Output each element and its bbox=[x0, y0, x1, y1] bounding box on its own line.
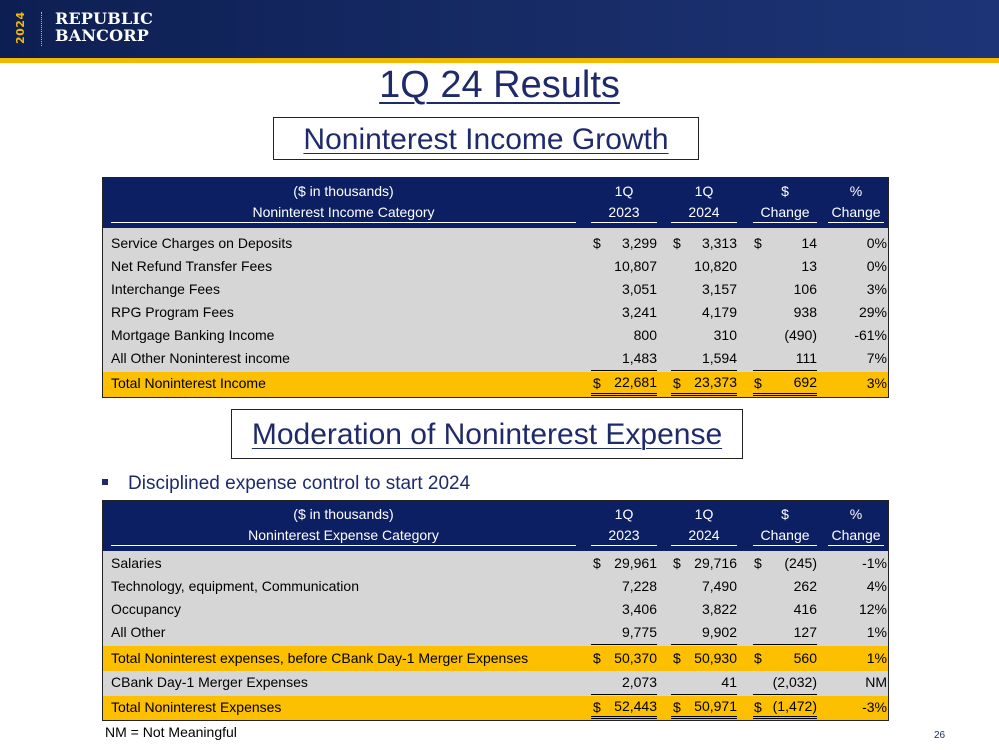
value-2023: 3,051 bbox=[621, 281, 657, 297]
value-2024: 1,594 bbox=[671, 347, 737, 371]
header-bar bbox=[0, 0, 999, 58]
table-row bbox=[103, 278, 888, 301]
dollar-sign: $ bbox=[754, 699, 762, 715]
value-2023: 2,073 bbox=[591, 671, 657, 695]
income-section-title: Noninterest Income Growth bbox=[273, 117, 699, 160]
pct-change: 7% bbox=[866, 350, 887, 366]
pct-change: 0% bbox=[866, 235, 887, 251]
col-header: 2024 bbox=[671, 202, 737, 223]
col-header: 1Q bbox=[694, 183, 714, 199]
col-header: Change bbox=[828, 202, 884, 223]
dollar-sign: $ bbox=[754, 375, 762, 391]
company-logo bbox=[55, 10, 153, 44]
col-header: 1Q bbox=[614, 506, 634, 522]
page-number: 26 bbox=[934, 730, 946, 741]
pct-change: -61% bbox=[854, 327, 887, 343]
unit-label: ($ in thousands) bbox=[293, 183, 394, 199]
pct-change: 1% bbox=[866, 624, 887, 640]
dollar-sign: $ bbox=[593, 699, 601, 715]
table-row bbox=[103, 255, 888, 278]
expense-section-title: Moderation of Noninterest Expense bbox=[231, 409, 743, 459]
table-row bbox=[103, 598, 888, 621]
table-row bbox=[103, 324, 888, 347]
table-row bbox=[103, 621, 888, 644]
value-2023: 9,775 bbox=[591, 621, 657, 645]
dollar-sign: $ bbox=[593, 235, 601, 251]
header-accent-stripe bbox=[0, 58, 999, 63]
value-2024: 7,490 bbox=[701, 578, 737, 594]
value-2024: 10,820 bbox=[694, 258, 737, 274]
pct-change: 3% bbox=[866, 375, 887, 391]
dollar-change: 13 bbox=[801, 258, 817, 274]
col-header: $ bbox=[781, 183, 789, 199]
dollar-change: (490) bbox=[784, 327, 817, 343]
col-header: 2024 bbox=[671, 525, 737, 546]
dollar-sign: $ bbox=[673, 699, 681, 715]
header-divider bbox=[41, 12, 42, 46]
col-header: % bbox=[849, 183, 863, 199]
row-label: RPG Program Fees bbox=[111, 304, 234, 320]
col-header: 2023 bbox=[591, 202, 657, 223]
col-header: Change bbox=[828, 525, 884, 546]
value-2023: 22,681 bbox=[591, 372, 657, 396]
value-2024: 41 bbox=[671, 671, 737, 695]
value-2024: 3,822 bbox=[701, 601, 737, 617]
dollar-sign: $ bbox=[593, 650, 601, 666]
dollar-sign: $ bbox=[593, 375, 601, 391]
dollar-sign: $ bbox=[754, 555, 762, 571]
dollar-change: 127 bbox=[753, 621, 817, 645]
dollar-change: 262 bbox=[793, 578, 817, 594]
row-label: Service Charges on Deposits bbox=[111, 235, 293, 251]
footnote: NM = Not Meaningful bbox=[105, 724, 237, 740]
expense-table-header bbox=[103, 501, 888, 551]
dollar-sign: $ bbox=[754, 235, 762, 251]
dollar-change: 14 bbox=[801, 235, 817, 251]
bullet-text: Disciplined expense control to start 2024 bbox=[128, 473, 471, 494]
dollar-sign: $ bbox=[673, 375, 681, 391]
dollar-change: (2,032) bbox=[753, 671, 817, 695]
subtotal-row bbox=[103, 646, 888, 671]
dollar-sign: $ bbox=[754, 650, 762, 666]
merger-row bbox=[103, 671, 888, 694]
pct-change: -1% bbox=[862, 555, 887, 571]
value-2023: 1,483 bbox=[591, 347, 657, 371]
pct-change: 0% bbox=[866, 258, 887, 274]
col-header: Change bbox=[753, 202, 817, 223]
row-label: Interchange Fees bbox=[111, 281, 220, 297]
value-2024: 9,902 bbox=[671, 621, 737, 645]
col-header: 1Q bbox=[694, 506, 714, 522]
dollar-change: (245) bbox=[784, 555, 817, 571]
value-2023: 800 bbox=[633, 327, 657, 343]
value-2023: 10,807 bbox=[614, 258, 657, 274]
col-header: % bbox=[849, 506, 863, 522]
row-label: Occupancy bbox=[111, 601, 182, 617]
row-label: Total Noninterest Expenses bbox=[111, 699, 282, 715]
dollar-change: 692 bbox=[753, 372, 817, 396]
dollar-sign: $ bbox=[673, 650, 681, 666]
year-label: 2024 bbox=[14, 11, 27, 44]
pct-change: -3% bbox=[862, 699, 887, 715]
dollar-change: (1,472) bbox=[753, 696, 817, 719]
bullet-icon bbox=[102, 479, 108, 485]
income-table bbox=[102, 177, 889, 398]
logo-line2: BANCORP bbox=[55, 26, 149, 45]
bullet-point bbox=[102, 473, 470, 495]
dollar-sign: $ bbox=[673, 235, 681, 251]
col-header: Change bbox=[753, 525, 817, 546]
col-header: 1Q bbox=[614, 183, 634, 199]
pct-change: NM bbox=[865, 674, 887, 690]
col-header: $ bbox=[781, 506, 789, 522]
row-label: Total Noninterest Income bbox=[111, 375, 266, 391]
pct-change: 4% bbox=[866, 578, 887, 594]
row-label: Net Refund Transfer Fees bbox=[111, 258, 273, 274]
value-2023: 50,370 bbox=[614, 650, 657, 666]
table-row bbox=[103, 347, 888, 370]
category-header: Noninterest Income Category bbox=[111, 202, 576, 223]
row-label: Salaries bbox=[111, 555, 162, 571]
dollar-change: 111 bbox=[753, 347, 817, 371]
value-2023: 52,443 bbox=[591, 696, 657, 719]
col-header: 2023 bbox=[591, 525, 657, 546]
dollar-sign: $ bbox=[593, 555, 601, 571]
pct-change: 3% bbox=[866, 281, 887, 297]
unit-label: ($ in thousands) bbox=[293, 506, 394, 522]
total-row bbox=[103, 372, 888, 397]
row-label: CBank Day-1 Merger Expenses bbox=[111, 674, 308, 690]
dollar-change: 560 bbox=[793, 650, 817, 666]
pct-change: 1% bbox=[866, 650, 887, 666]
value-2024: 29,716 bbox=[694, 555, 737, 571]
value-2023: 29,961 bbox=[614, 555, 657, 571]
value-2023: 3,406 bbox=[621, 601, 657, 617]
row-label: Mortgage Banking Income bbox=[111, 327, 275, 343]
logo-line1: REPUBLIC bbox=[55, 9, 154, 28]
table-row bbox=[103, 575, 888, 598]
value-2024: 50,930 bbox=[694, 650, 737, 666]
value-2024: 50,971 bbox=[671, 696, 737, 719]
table-row bbox=[103, 552, 888, 575]
table-row bbox=[103, 232, 888, 255]
value-2023: 3,299 bbox=[621, 235, 657, 251]
income-table-header bbox=[103, 178, 888, 228]
dollar-change: 416 bbox=[793, 601, 817, 617]
dollar-sign: $ bbox=[673, 555, 681, 571]
dollar-change: 938 bbox=[793, 304, 817, 320]
value-2023: 7,228 bbox=[621, 578, 657, 594]
row-label: All Other bbox=[111, 624, 166, 640]
value-2024: 3,313 bbox=[701, 235, 737, 251]
expense-table bbox=[102, 500, 889, 721]
value-2024: 23,373 bbox=[671, 372, 737, 396]
table-row bbox=[103, 301, 888, 324]
category-header: Noninterest Expense Category bbox=[111, 525, 576, 546]
pct-change: 12% bbox=[858, 601, 887, 617]
row-label: Technology, equipment, Communication bbox=[111, 578, 359, 594]
pct-change: 29% bbox=[858, 304, 887, 320]
value-2024: 4,179 bbox=[701, 304, 737, 320]
dollar-change: 106 bbox=[793, 281, 817, 297]
row-label: All Other Noninterest income bbox=[111, 350, 290, 366]
page-title: 1Q 24 Results bbox=[379, 64, 620, 106]
value-2024: 3,157 bbox=[701, 281, 737, 297]
value-2023: 3,241 bbox=[621, 304, 657, 320]
total-row bbox=[103, 696, 888, 720]
row-label: Total Noninterest expenses, before CBank Day-1 Merger Expenses bbox=[111, 650, 529, 666]
value-2024: 310 bbox=[713, 327, 737, 343]
